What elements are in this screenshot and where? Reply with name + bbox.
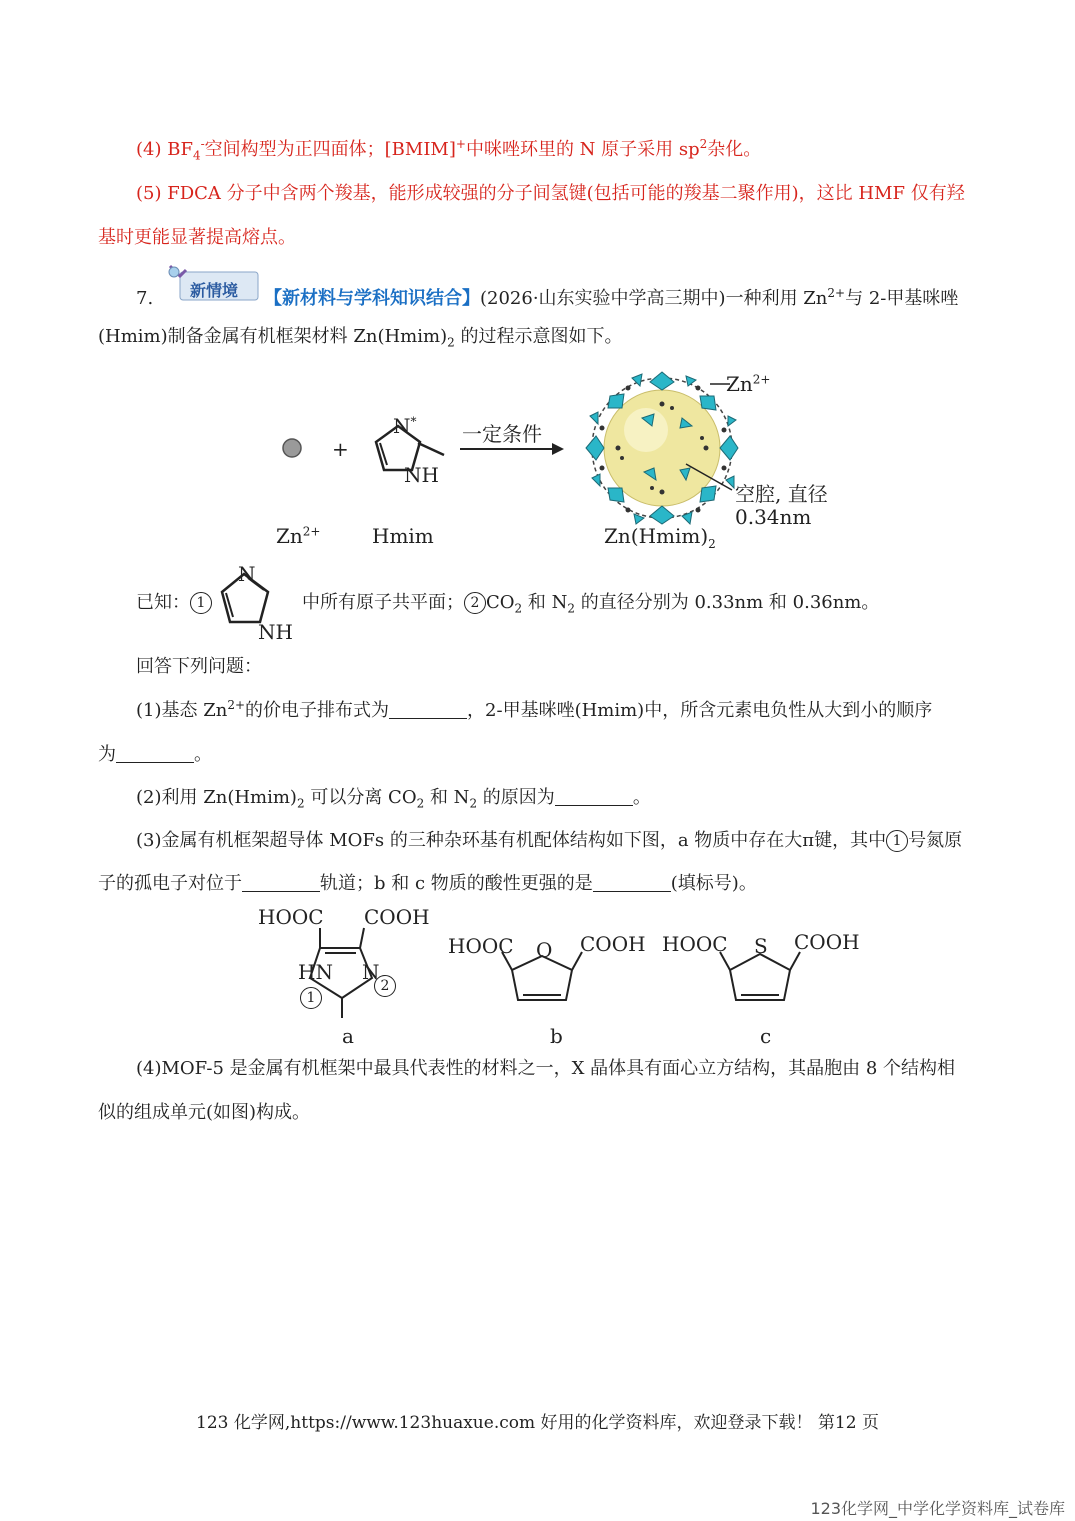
reaction-arrow [460,441,580,461]
zn-pointer-label: $Zn^{2+}$ [726,372,771,396]
q2-blank[interactable] [555,787,633,806]
known-statement: 中所有原子共平面； 2 $CO_2$ 和 $N_2$ 的直径分别为 0.33nm 和 0.36nm。 [302,592,880,616]
structure-b-label: b [550,1024,563,1048]
topic-tag: 【新材料与学科知识结合】 [264,288,480,309]
cavity-label-line2: 0.34nm [735,505,812,529]
question-3-line1: (3)金属有机框架超导体 MOFs 的三种杂环基有机配体结构如下图，a 物质中存在大π键，其中 1 号氮原 [136,830,963,851]
structure-a-label: a [342,1024,354,1048]
hmim-ring-n: N* [393,414,417,438]
structure-a-cooh: COOH [364,905,430,929]
question-7-intro-line1: 【新材料与学科知识结合】(2026·山东实验中学高三期中)一种利用 $Zn^{2+}$与 2-甲基咪唑 [264,286,959,309]
structure-c-s: S [754,934,768,958]
known-prefix: 已知： 1 [136,590,212,616]
imidazole-nh: NH [258,620,293,644]
answer-prompt: 回答下列问题： [136,656,262,677]
structure-a-hn: HN [298,960,333,984]
structure-c-hooc: HOOC [662,932,728,956]
arrow-label: 一定条件 [462,422,542,446]
question-1-line1: (1)基态 $Zn^{2+}$的价电子排布式为 ，2-甲基咪唑(Hmim)中，所含元素电负性从大到小的顺序 [136,698,933,721]
q3-blank-1[interactable] [242,873,320,892]
question-7-intro-line2: (Hmim)制备金属有机框架材料 $Zn(Hmim)_2$ 的过程示意图如下。 [98,326,623,350]
new-context-tag-label: 新情境 [190,281,239,300]
answer-4: (4) $BF_4^-$空间构型为正四面体；[BMIM]+中咪唑环里的 N 原子采用 $sp^2$杂化。 [136,137,762,163]
product-label: $Zn(Hmim)_2$ [604,524,716,551]
structure-b-o: O [536,938,553,962]
hmim-ring-nh: NH [404,463,439,487]
question-number: 7. [136,288,154,309]
structure-b-cooh: COOH [580,932,646,956]
structure-a-n: N [362,960,380,984]
corner-watermark: 123化学网_中学化学资料库_试卷库 [810,1499,1065,1518]
q3-blank-2[interactable] [593,873,671,892]
structure-a-circle-1: 1 [300,984,322,1009]
q1-blank-2[interactable] [116,744,194,763]
question-4-line2: 似的组成单元(如图)构成。 [98,1102,311,1123]
cavity-label-line1: 空腔, 直径 [735,482,828,506]
hmim-label: Hmim [372,524,434,548]
question-3-line2: 子的孤电子对位于 轨道；b 和 c 物质的酸性更强的是 (填标号)。 [98,873,757,894]
question-4-line1: (4)MOF-5 是金属有机框架中最具代表性的材料之一，X 晶体具有面心立方结构，其晶胞由 8 个结构相 [136,1058,956,1079]
zn-ion-sphere [281,437,305,461]
structure-a-circle-2: 2 [374,972,396,997]
structure-b-hooc: HOOC [448,934,514,958]
q1-blank-1[interactable] [389,700,467,719]
imidazole-n: N [238,562,256,586]
answer-5-line2: 基时更能显著提高熔点。 [98,227,296,248]
page-footer: 123 化学网,https://www.123huaxue.com 好用的化学资料库，欢迎登录下载！ 第12 页 [196,1413,879,1433]
zn-ion-label: $Zn^{2+}$ [276,524,321,548]
structure-c-cooh: COOH [794,930,860,954]
structure-a-hooc: HOOC [258,905,324,929]
question-1-line2: 为 。 [98,744,212,765]
answer-5-line1: (5) FDCA 分子中含两个羧基，能形成较强的分子间氢键(包括可能的羧基二聚作用)，这比 HMF 仅有羟 [136,183,965,204]
plus-sign: + [332,437,349,461]
structure-c-label: c [760,1024,772,1048]
question-2: (2)利用 $Zn(Hmim)_2$ 可以分离 $CO_2$ 和 $N_2$ 的原因为 。 [136,787,651,811]
